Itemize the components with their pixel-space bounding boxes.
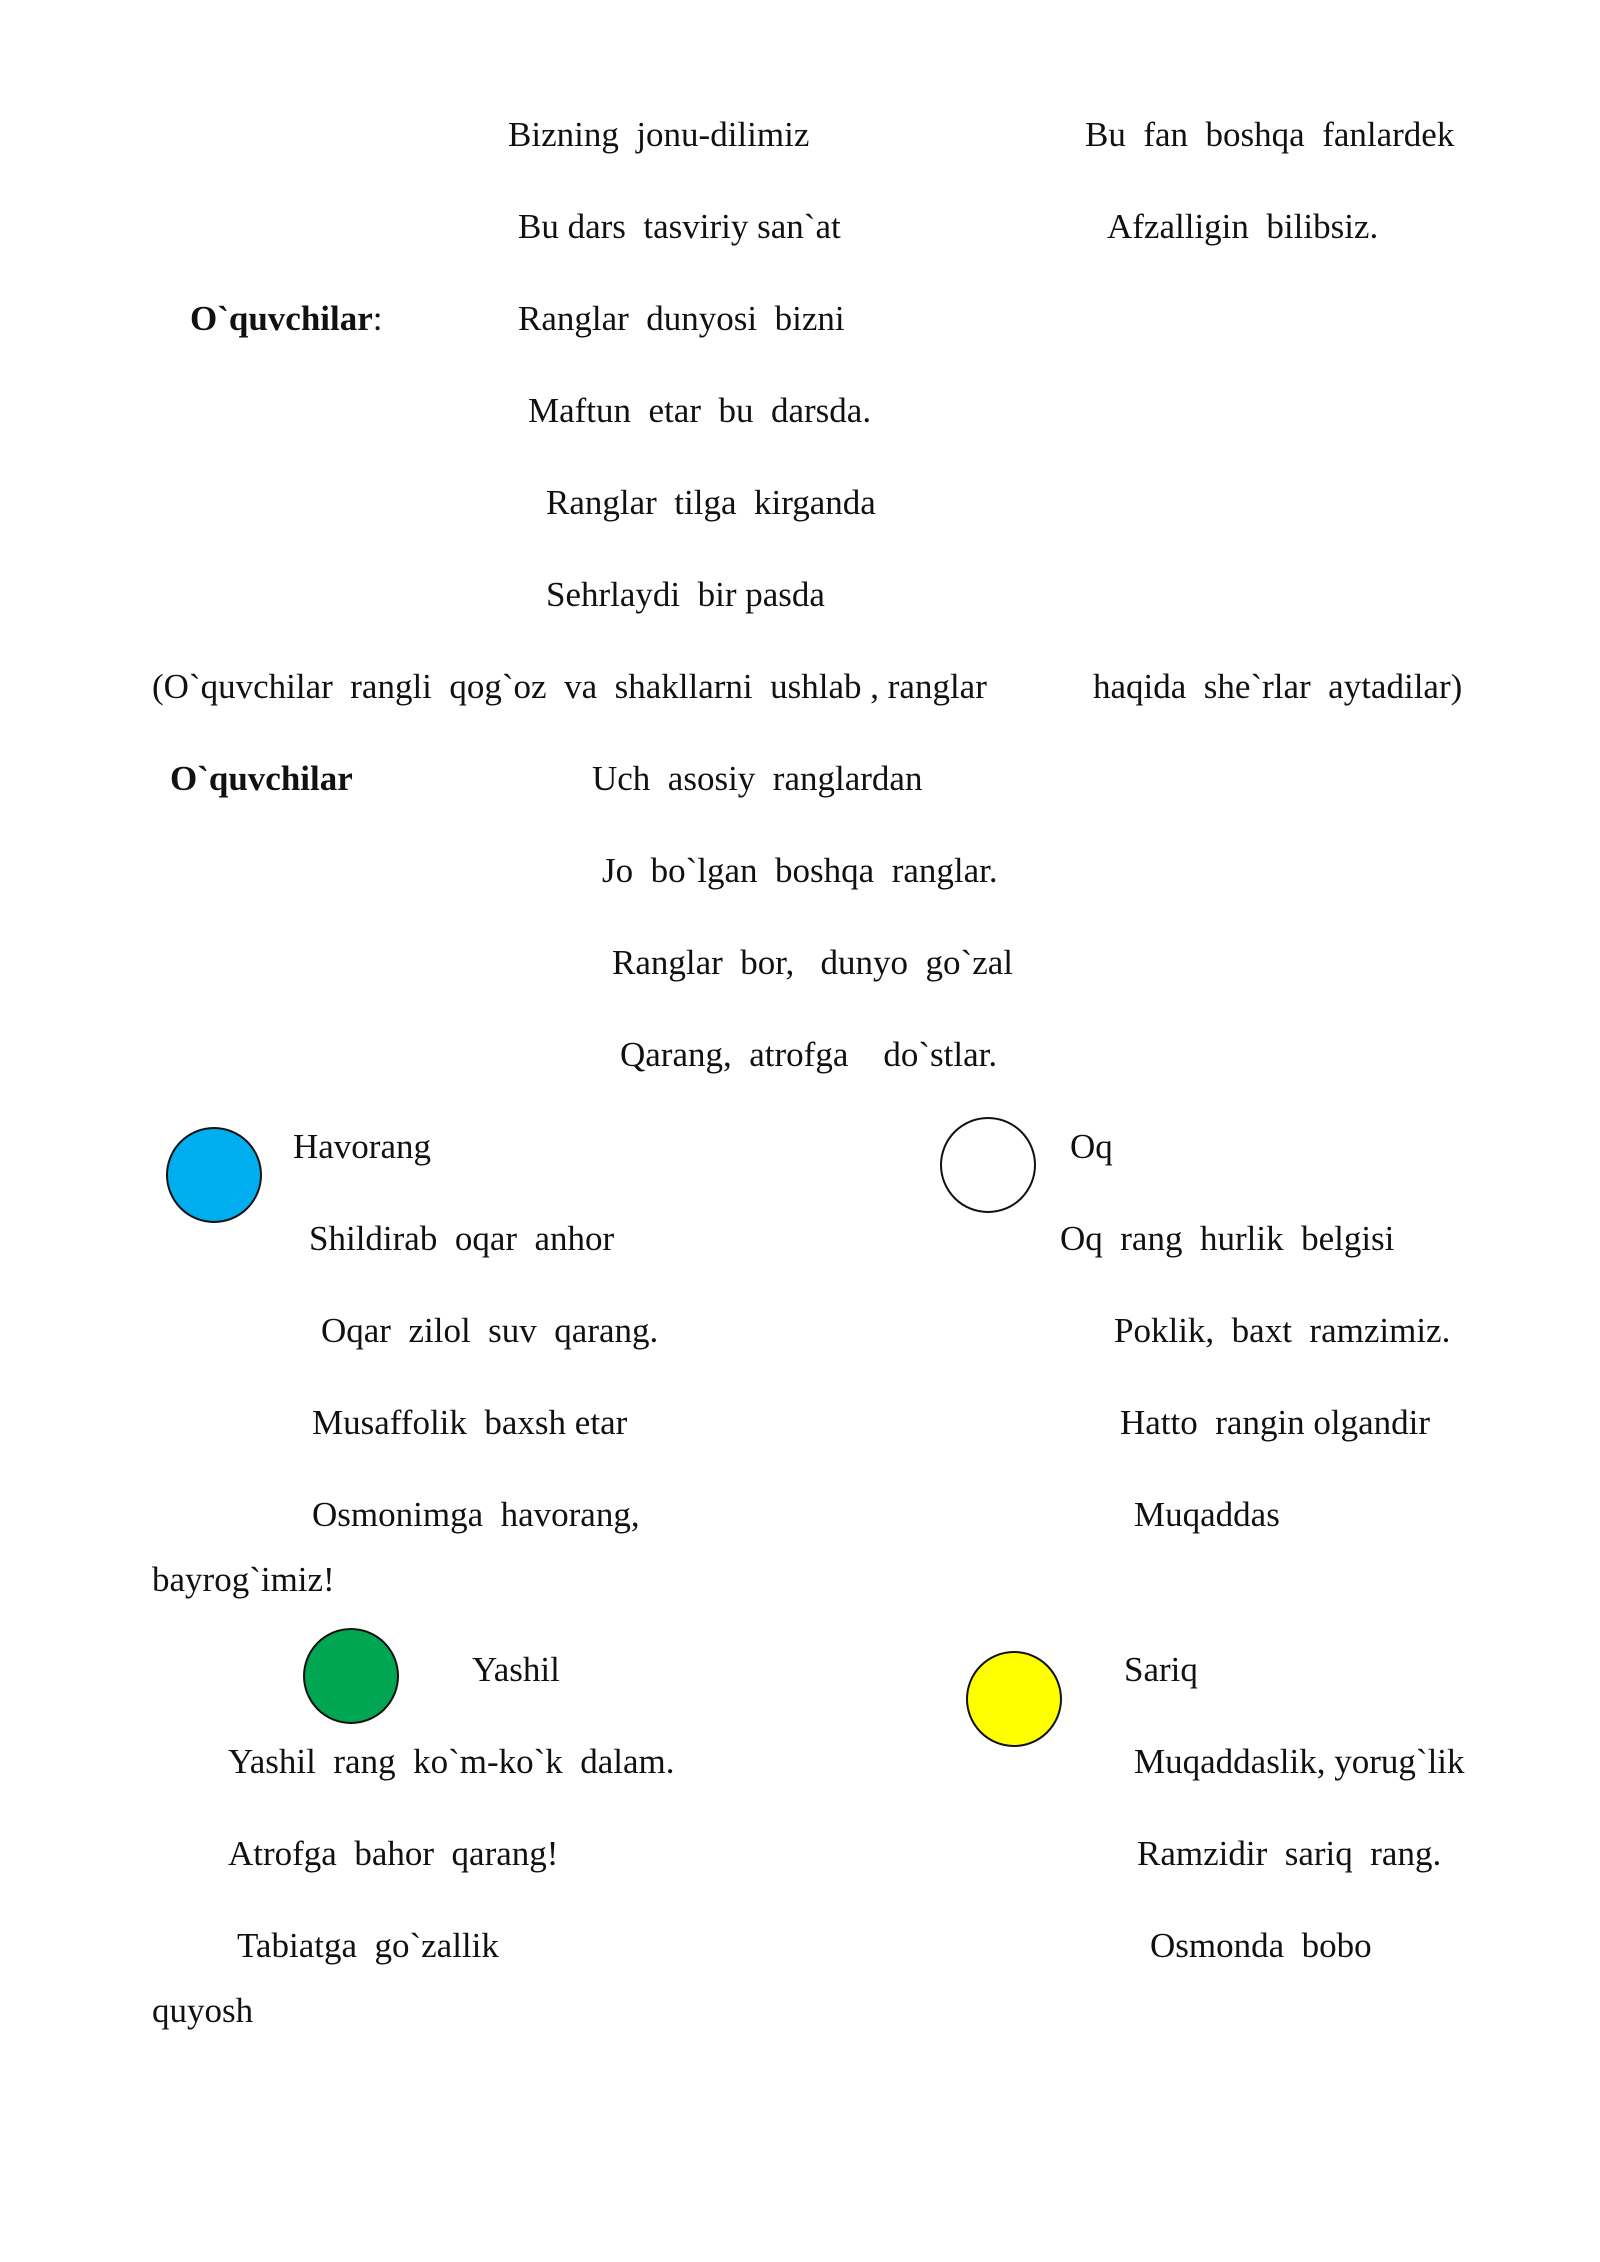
havorang-circle [166,1127,262,1223]
stage-direction-left: (O`quvchilar rangli qog`oz va shakllarni ushlab , ranglar [152,667,987,706]
line-1-right: Bu fan boshqa fanlardek [1085,115,1455,154]
sariq-line-2: Ramzidir sariq rang. [1137,1834,1442,1873]
oq-tail: bayrog`imiz! [152,1560,335,1599]
line-3: Ranglar dunyosi bizni [518,299,845,338]
oq-line-2: Poklik, baxt ramzimiz. [1114,1311,1451,1350]
sariq-line-3: Osmonda bobo [1150,1926,1372,1965]
line-5: Ranglar tilga kirganda [546,483,876,522]
speaker-label-2: O`quvchilar [170,759,353,798]
line-9: Jo bo`lgan boshqa ranglar. [602,851,998,890]
havorang-line-1: Shildirab oqar anhor [309,1219,615,1258]
oq-line-1: Oq rang hurlik belgisi [1060,1219,1395,1258]
line-1-left: Bizning jonu-dilimiz [508,115,810,154]
yashil-line-1: Yashil rang ko`m-ko`k dalam. [228,1742,675,1781]
line-10: Ranglar bor, dunyo go`zal [612,943,1013,982]
oq-line-3: Hatto rangin olgandir [1120,1403,1431,1442]
yashil-title: Yashil [472,1650,560,1689]
speaker-label-1-text: O`quvchilar [190,299,373,338]
sariq-title: Sariq [1124,1650,1198,1689]
sariq-tail: quyosh [152,1991,254,2030]
havorang-title: Havorang [293,1127,432,1166]
oq-circle [940,1117,1036,1213]
sariq-circle [966,1651,1062,1747]
havorang-line-3: Musaffolik baxsh etar [312,1403,628,1442]
havorang-line-2: Oqar zilol suv qarang. [321,1311,659,1350]
oq-line-4: Muqaddas [1134,1495,1280,1534]
oq-title: Oq [1070,1127,1113,1166]
line-2-right: Afzalligin bilibsiz. [1107,207,1379,246]
line-11: Qarang, atrofga do`stlar. [620,1035,998,1074]
havorang-line-4: Osmonimga havorang, [312,1495,640,1534]
yashil-line-2: Atrofga bahor qarang! [228,1834,559,1873]
stage-direction-right: haqida she`rlar aytadilar) [1093,667,1463,706]
line-6: Sehrlaydi bir pasda [546,575,825,614]
line-4: Maftun etar bu darsda. [528,391,872,430]
yashil-circle [303,1628,399,1724]
line-8: Uch asosiy ranglardan [592,759,923,798]
yashil-line-3: Tabiatga go`zallik [237,1926,499,1965]
speaker-label-1 [190,299,383,339]
speaker-label-1-colon: : [372,299,383,338]
line-2-left: Bu dars tasviriy san`at [518,207,841,246]
sariq-line-1: Muqaddaslik, yorug`lik [1134,1742,1465,1781]
